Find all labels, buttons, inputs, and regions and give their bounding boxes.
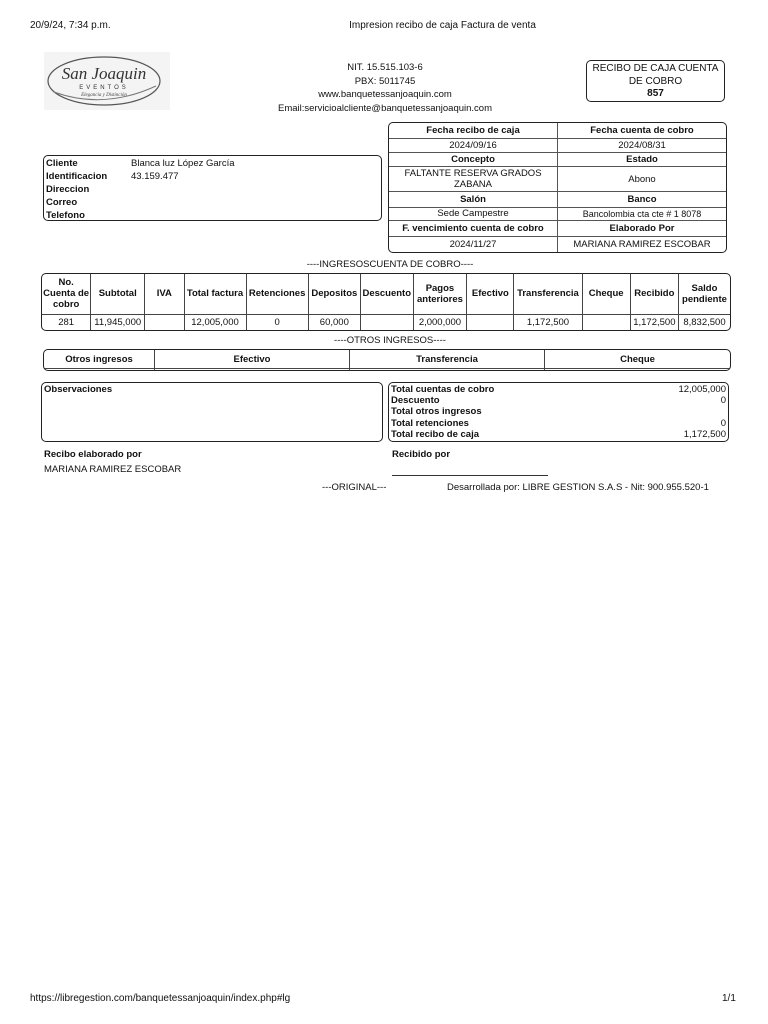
column-header: Total factura [184, 274, 246, 314]
column-header: No. Cuenta de cobro [42, 274, 91, 314]
client-label: Identificacion [46, 171, 108, 182]
column-header: Transferencia [514, 274, 582, 314]
print-page-title: Impresion recibo de caja Factura de venta [349, 20, 536, 31]
elaborado-name: MARIANA RAMIREZ ESCOBAR [44, 464, 182, 475]
total-row [391, 384, 726, 395]
info-value: Bancolombia cta cte # 1 8078 [558, 207, 727, 221]
table-cell [360, 314, 413, 330]
print-datetime: 20/9/24, 7:34 p.m. [30, 20, 111, 31]
total-label: Descuento [391, 395, 440, 407]
column-header: Pagos anteriores [413, 274, 467, 314]
total-label: Total otros ingresos [391, 406, 482, 418]
table-cell: 1,172,500 [630, 314, 678, 330]
client-label: Cliente [46, 158, 78, 169]
total-row [391, 418, 726, 429]
client-row [46, 209, 379, 222]
totals-box [388, 382, 729, 442]
column-header: Retenciones [246, 274, 308, 314]
column-header: Recibido [630, 274, 678, 314]
otros-ingresos-table [43, 349, 731, 371]
total-label: Total cuentas de cobro [391, 384, 495, 395]
info-label: Elaborado Por [558, 221, 727, 237]
company-logo [44, 52, 170, 110]
receipt-title: RECIBO DE CAJA CUENTA DE COBRO [592, 63, 719, 87]
total-value: 0 [720, 417, 726, 429]
client-label: Telefono [46, 210, 85, 221]
info-value: 2024/11/27 [389, 236, 558, 252]
column-header: Transferencia [350, 350, 545, 369]
table-row [44, 369, 730, 372]
company-web: www.banquetessanjoaquin.com [318, 89, 452, 100]
info-value: 2024/09/16 [389, 139, 558, 153]
table-cell [467, 314, 514, 330]
total-row [391, 395, 726, 406]
total-value: 12,005,000 [678, 384, 726, 395]
logo-name: San Joaquin [61, 64, 147, 83]
column-header: Subtotal [91, 274, 145, 314]
info-value: FALTANTE RESERVA GRADOS ZABANA [389, 167, 558, 192]
info-label: Banco [558, 192, 727, 208]
column-header: Depositos [308, 274, 360, 314]
table-cell: 11,945,000 [91, 314, 145, 330]
print-url: https://libregestion.com/banquetessanjoaquin/index.php#lg [30, 993, 291, 1004]
receipt-number: 857 [647, 88, 664, 99]
total-value: 1,172,500 [683, 428, 726, 440]
client-label: Direccion [46, 184, 90, 195]
company-nit: NIT. 15.515.103-6 [347, 62, 423, 73]
total-row [391, 406, 726, 417]
table-cell: 281 [42, 314, 91, 330]
table-cell: 0 [246, 314, 308, 330]
client-row [46, 157, 379, 170]
table-cell: 60,000 [308, 314, 360, 330]
print-page-number: 1/1 [722, 993, 736, 1004]
info-label: Fecha cuenta de cobro [558, 123, 727, 139]
company-email: Email:servicioalcliente@banquetessanjoaquin.com [277, 102, 492, 114]
info-label: Estado [558, 152, 727, 167]
total-value: 0 [720, 395, 726, 407]
column-header: Cheque [582, 274, 630, 314]
recibido-label: Recibido por [392, 449, 451, 460]
info-value: Sede Campestre [389, 207, 558, 221]
info-label: F. vencimiento cuenta de cobro [389, 221, 558, 237]
observaciones-label: Observaciones [44, 384, 113, 395]
table-cell: 1,172,500 [514, 314, 582, 330]
column-header: Cheque [545, 350, 731, 369]
total-label: Total recibo de caja [391, 428, 479, 440]
client-value: Blanca luz López García [131, 158, 235, 169]
receipt-number-box [586, 60, 725, 102]
original-mark: ---ORIGINAL--- [322, 482, 387, 493]
client-row [46, 183, 379, 196]
client-row [46, 196, 379, 209]
table-cell [145, 314, 184, 330]
logo-sub: EVENTOS [79, 85, 129, 91]
info-value: MARIANA RAMIREZ ESCOBAR [558, 236, 727, 252]
total-label: Total retenciones [391, 417, 469, 429]
observaciones-box [41, 382, 383, 442]
table-cell: 12,005,000 [184, 314, 246, 330]
developer-credit: Desarrollada por: LIBRE GESTION S.A.S - Nit: 900.955.520-1 [447, 482, 709, 493]
receipt-info-grid [388, 122, 727, 253]
column-header: Saldo pendiente [678, 274, 730, 314]
table-cell [582, 314, 630, 330]
client-label: Correo [46, 197, 78, 208]
info-value: 2024/08/31 [558, 139, 727, 153]
table-cell: 2,000,000 [413, 314, 467, 330]
column-header: Descuento [360, 274, 413, 314]
ingresos-table [41, 273, 731, 331]
column-header: Otros ingresos [44, 350, 155, 369]
info-value: Abono [558, 167, 727, 192]
ingresos-title: ----INGRESOSCUENTA DE COBRO---- [306, 259, 474, 270]
column-header: IVA [145, 274, 184, 314]
column-header: Efectivo [155, 350, 350, 369]
table-cell: 8,832,500 [678, 314, 730, 330]
signature-line [392, 475, 548, 476]
client-row [46, 170, 379, 183]
otros-title: ----OTROS INGRESOS---- [334, 335, 446, 346]
client-value: 43.159.477 [131, 171, 179, 182]
company-info [270, 61, 500, 115]
logo-tagline: Elegancia y Distinción [81, 93, 127, 98]
client-box [43, 155, 382, 221]
info-label: Salón [389, 192, 558, 208]
company-pbx: PBX: 5011745 [354, 75, 416, 87]
info-label: Concepto [389, 152, 558, 167]
info-label: Fecha recibo de caja [389, 123, 558, 139]
elaborado-label: Recibo elaborado por [44, 449, 142, 460]
column-header: Efectivo [467, 274, 514, 314]
total-row [391, 429, 726, 440]
table-row [42, 314, 730, 330]
